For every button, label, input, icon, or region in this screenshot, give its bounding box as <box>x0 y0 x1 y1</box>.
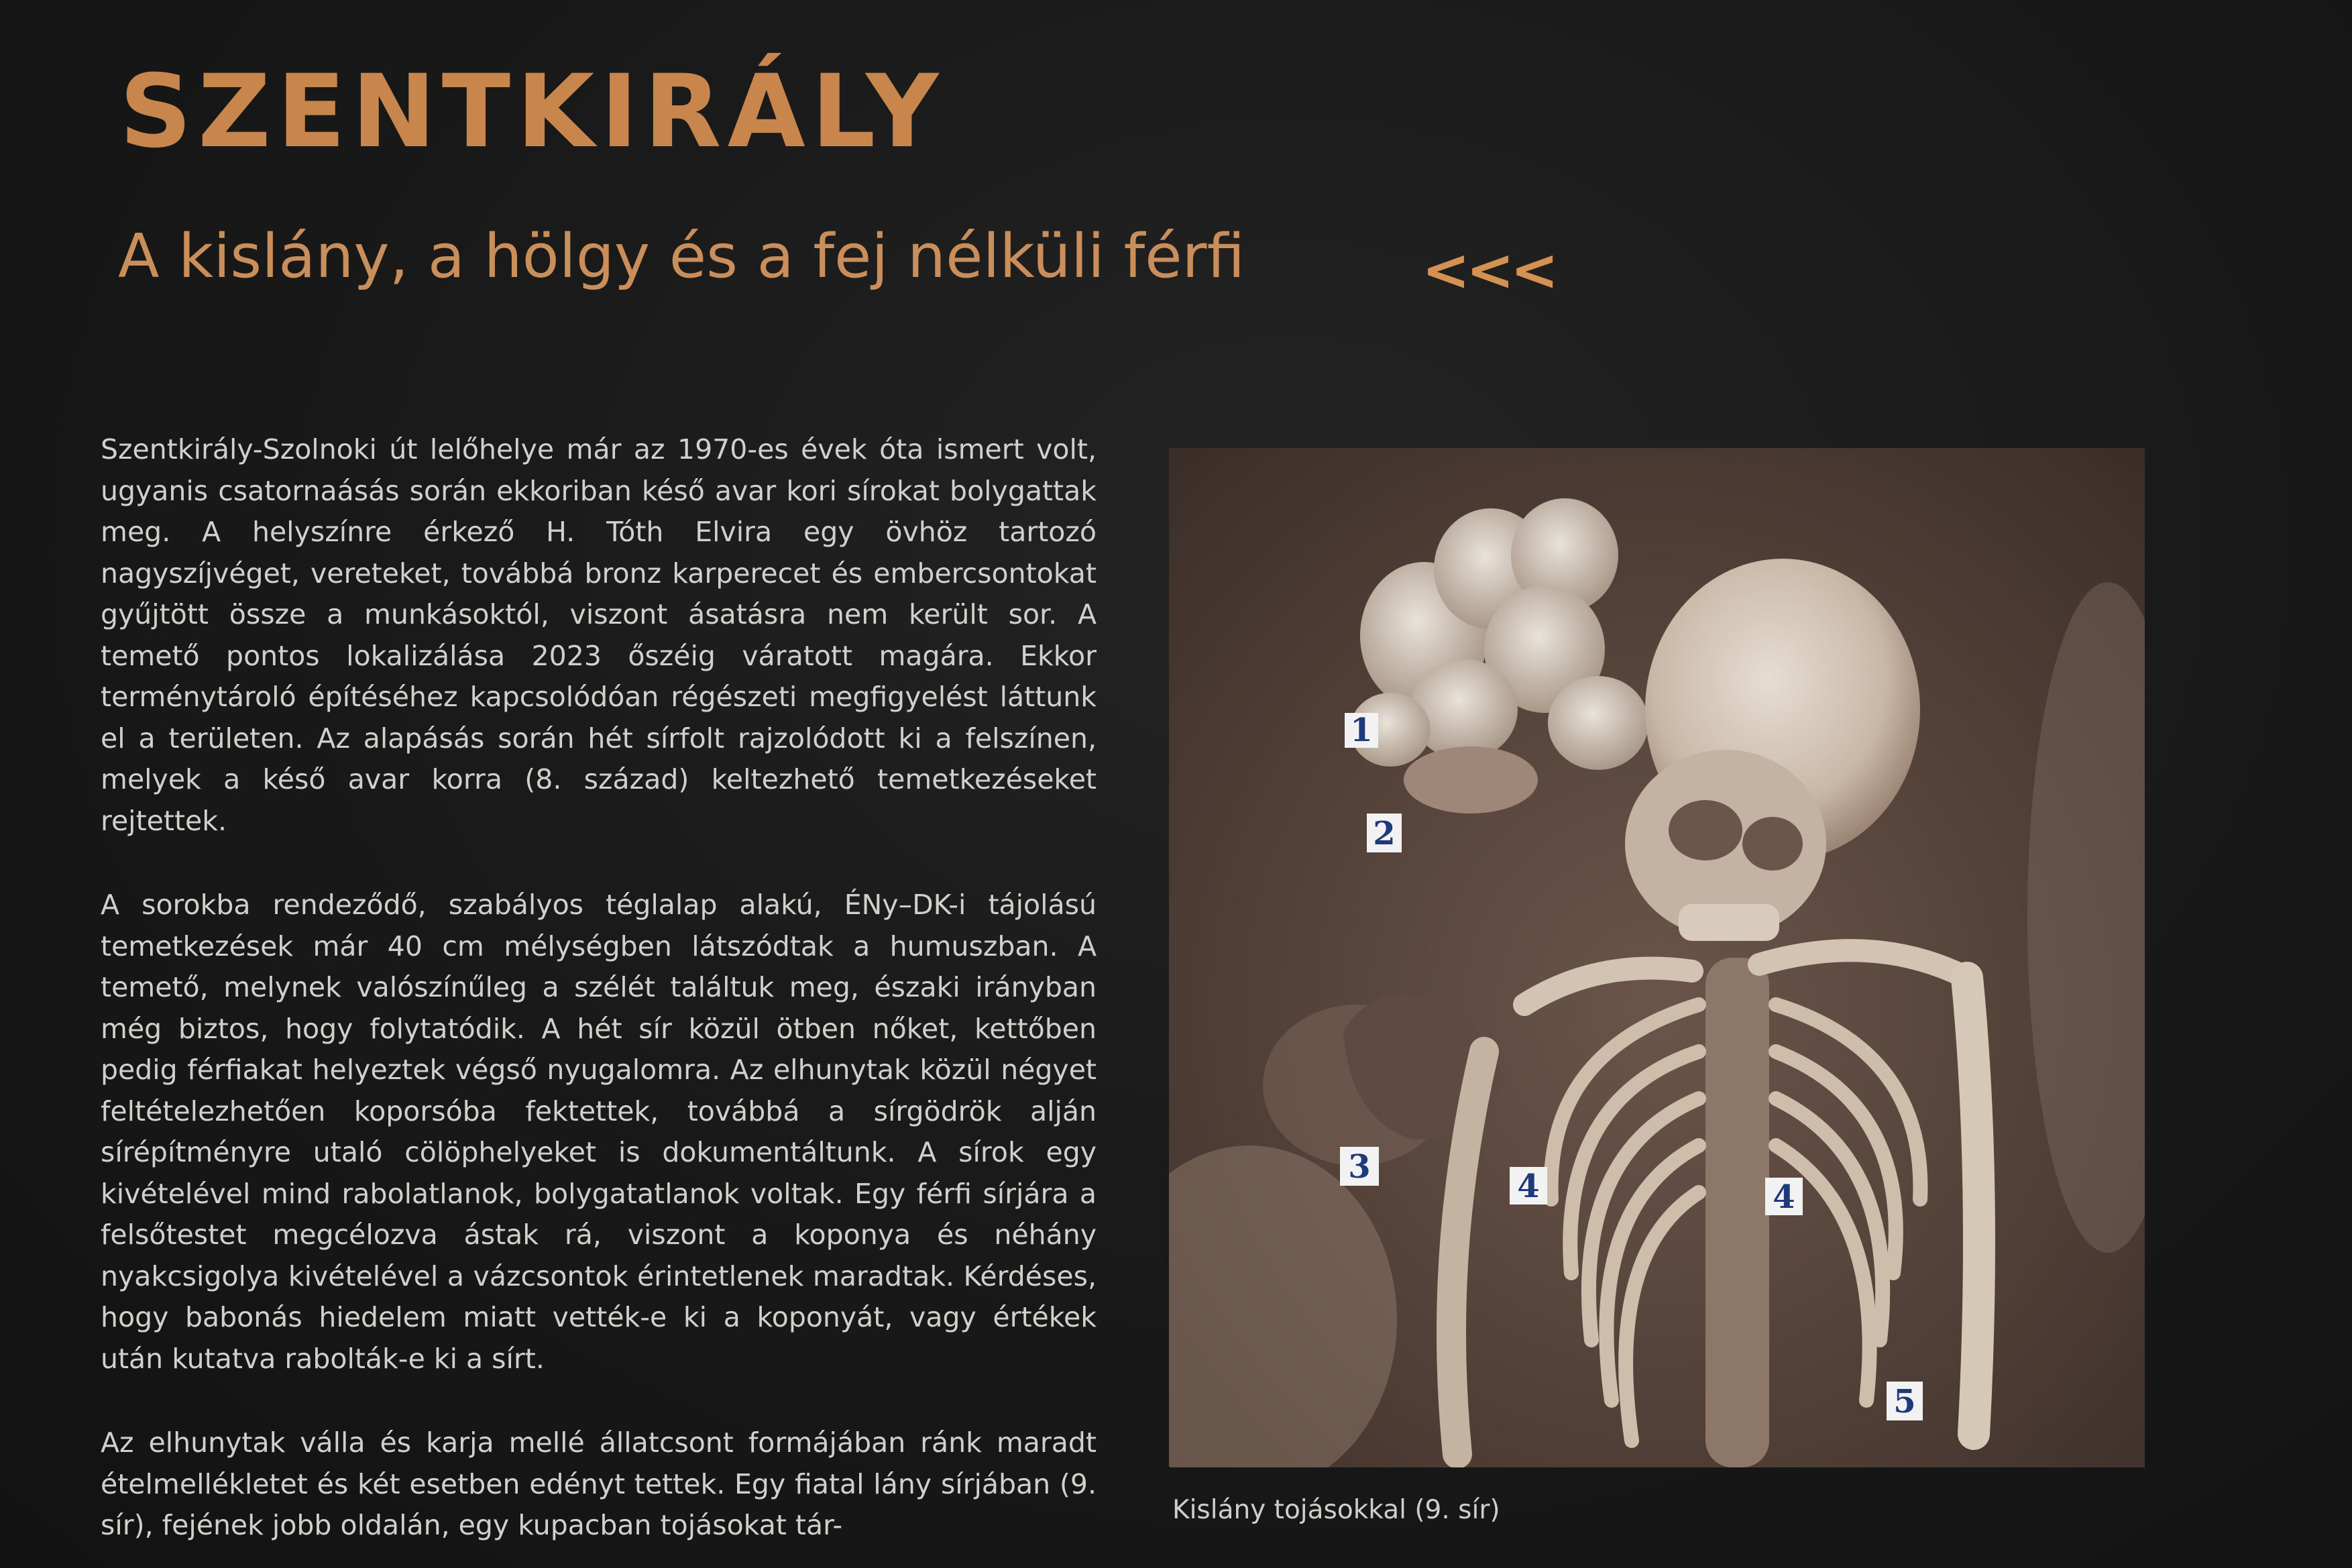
tag-label: 4 <box>1517 1168 1540 1205</box>
tag-label: 1 <box>1350 712 1373 749</box>
body-text <box>101 429 1097 1547</box>
photo-tag-4a <box>1510 1167 1547 1205</box>
paragraph-3: Az elhunytak válla és karja mellé állatcsont formájában ránk maradt ételmellékletet és két esetben edényt tettek. Egy fiatal lány sírjában (9. sír), fejének jobb oldalán, egy kupacban tojásokat tár- <box>101 1426 1097 1541</box>
panel-subtitle: A kislány, a hölgy és a fej nélküli férfi <box>118 221 1245 292</box>
panel-title: SZENTKIRÁLY <box>119 54 945 170</box>
photo-tag-1 <box>1345 712 1378 749</box>
tag-label: 3 <box>1348 1148 1371 1186</box>
tag-label: 4 <box>1773 1178 1795 1216</box>
paragraph-1: Szentkirály-Szolnoki út lelőhelye már az 1970-es évek óta ismert volt, ugyanis csatornaásás során ekkoriban késő avar kori sírokat bolygattak meg. A helyszínre érkező H. Tóth Elvira egy övhöz tartozó nagyszíjvéget, vereteket, továbbá bronz karperecet és embercsontokat gyűjtött össze a munkásoktól, viszont ásatásra nem került sor. A temető pontos lokalizálása 2023 őszéig váratott magára. Ekkor terménytároló építéséhez kapcsolódóan régészeti megfigyelést láttunk el a területen. Az alapásás során hét sírfolt rajzolódott ki a felszínen, melyek a késő avar korra (8. század) keltezhető temetkezéseket rejtettek. <box>101 433 1097 837</box>
photo-tag-2 <box>1367 814 1402 852</box>
photo-caption: Kislány tojásokkal (9. sír) <box>1172 1495 1500 1525</box>
photo-tag-5 <box>1887 1382 1923 1420</box>
tag-label: 2 <box>1373 815 1396 852</box>
photo-tag-4b <box>1765 1178 1803 1216</box>
excavation-photo <box>1169 448 2145 1467</box>
tag-label: 5 <box>1893 1383 1916 1420</box>
skeleton-illustration <box>1169 448 2145 1467</box>
paragraph-2: A sorokba rendeződő, szabályos téglalap alakú, ÉNy–DK-i tájolású temetkezések már 40 cm mélységben látszódtak a humuszban. A temető, melynek valószínűleg a szélét találtuk meg, északi irányban még biztos, hogy folytatódik. A hét sír közül ötben nőket, kettőben pedig férfiakat helyeztek végső nyugalomra. Az elhunytak közül négyet feltételezhetően koporsóba fektettek, továbbá a sírgödrök alján sírépítményre utaló cölöphelyeket is dokumentáltunk. A sírok egy kivételével mind rabolatlanok, bolygatatlanok voltak. Egy férfi sírjára a felsőtestet megcélozva ástak rá, viszont a koponya és néhány nyakcsigolya kivételével a vázcsontok érintetlenek maradtak. Kérdéses, hogy babonás hiedelem miatt vették-e ki a koponyát, vagy értékek után kutatva rabolták-e ki a sírt. <box>101 889 1097 1375</box>
chevron-left-icon: <<< <box>1422 237 1555 304</box>
photo-tag-3 <box>1340 1147 1379 1186</box>
